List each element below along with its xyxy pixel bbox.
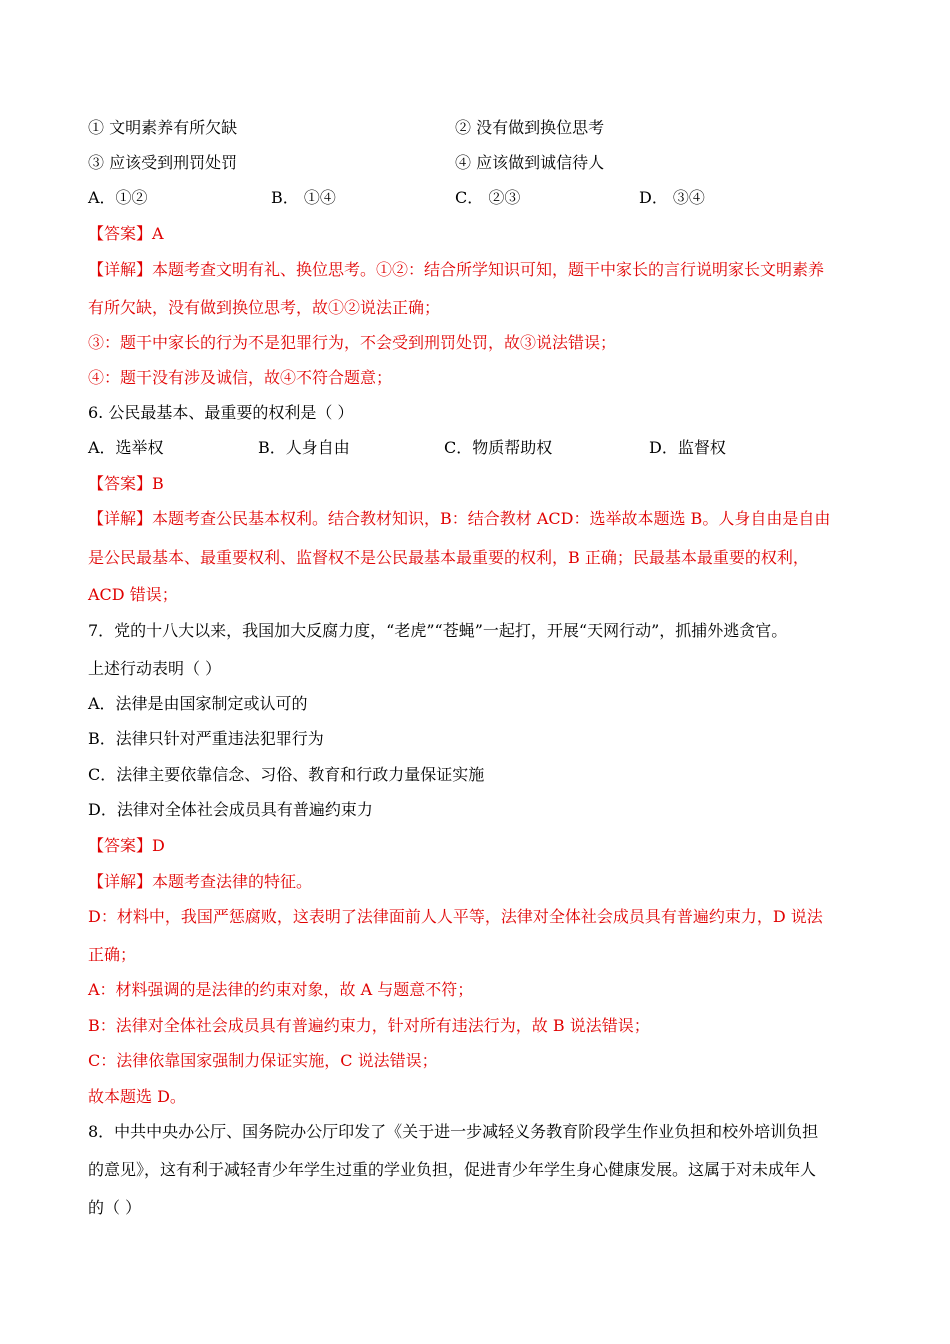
q7-option-d: D．法律对全体社会成员具有普遍约束力 (88, 800, 373, 819)
q5-option-d: D． ③④ (639, 188, 705, 207)
q7-option-c: C．法律主要依靠信念、习俗、教育和行政力量保证实施 (88, 765, 485, 784)
q5-option-c: C． ②③ (455, 188, 521, 207)
q5-option-b: B． ①④ (271, 188, 336, 207)
q6-explanation-line: 是公民最基本、最重要权利、监督权不是公民最基本最重要的权利，B 正确；民最基本最重要的权利， (88, 548, 809, 567)
q5-statement-1: ① 文明素养有所欠缺 (88, 118, 238, 137)
q8-stem-line: 的（ ） (88, 1198, 142, 1217)
q6-explanation-line: 【详解】本题考查公民基本权利。结合教材知识，B：结合教材 ACD：选举故本题选 B。人身自由是自由 (88, 509, 831, 528)
q7-explanation-line: 正确； (88, 945, 137, 964)
q5-explanation-line: 【详解】本题考查文明有礼、换位思考。①②：结合所学知识可知，题干中家长的言行说明家长文明素养 (88, 260, 825, 279)
q7-explanation-line: C：法律依靠国家强制力保证实施，C 说法错误； (88, 1051, 438, 1070)
q7-stem-line: 7．党的十八大以来，我国加大反腐力度，“老虎”“苍蝇”一起打，开展“天网行动”，抓捕外逃贪官。 (88, 621, 788, 640)
q5-explanation-line: ③：题干中家长的行为不是犯罪行为，不会受到刑罚处罚，故③说法错误； (88, 333, 617, 352)
q7-explanation-line: 【详解】本题考查法律的特征。 (88, 872, 313, 891)
q7-option-a: A．法律是由国家制定或认可的 (88, 694, 308, 713)
q6-answer: 【答案】B (88, 474, 164, 493)
q6-explanation-line: ACD 错误； (88, 585, 178, 604)
q5-explanation-line: 有所欠缺，没有做到换位思考，故①②说法正确； (88, 298, 441, 317)
q7-stem-line: 上述行动表明（ ） (88, 659, 222, 678)
q6-stem: 6. 公民最基本、最重要的权利是（ ） (88, 403, 354, 422)
q5-explanation-line: ④：题干没有涉及诚信，故④不符合题意； (88, 368, 393, 387)
q5-statement-4: ④ 应该做到诚信待人 (455, 153, 605, 172)
q5-option-a: A．①② (88, 188, 148, 207)
q6-option-a: A．选举权 (88, 438, 164, 457)
q6-option-c: C．物质帮助权 (444, 438, 553, 457)
q6-option-d: D．监督权 (649, 438, 726, 457)
q5-statement-2: ② 没有做到换位思考 (455, 118, 605, 137)
q7-explanation-line: B：法律对全体社会成员具有普遍约束力，针对所有违法行为，故 B 说法错误； (88, 1016, 650, 1035)
q5-statement-3: ③ 应该受到刑罚处罚 (88, 153, 238, 172)
q8-stem-line: 8．中共中央办公厅、国务院办公厅印发了《关于进一步减轻义务教育阶段学生作业负担和校外培训负担 (88, 1122, 819, 1141)
q7-explanation-line: 故本题选 D。 (88, 1087, 186, 1106)
q7-explanation-line: D：材料中，我国严惩腐败，这表明了法律面前人人平等，法律对全体社会成员具有普遍约束力，D 说法 (88, 907, 823, 926)
q5-answer: 【答案】A (88, 224, 164, 243)
q7-option-b: B．法律只针对严重违法犯罪行为 (88, 729, 324, 748)
q7-explanation-line: A：材料强调的是法律的约束对象，故 A 与题意不符； (88, 980, 474, 999)
q6-option-b: B．人身自由 (258, 438, 350, 457)
q8-stem-line: 的意见》，这有利于减轻青少年学生过重的学业负担，促进青少年学生身心健康发展。这属于对未成年人 (88, 1160, 817, 1179)
q7-answer: 【答案】D (88, 836, 165, 855)
